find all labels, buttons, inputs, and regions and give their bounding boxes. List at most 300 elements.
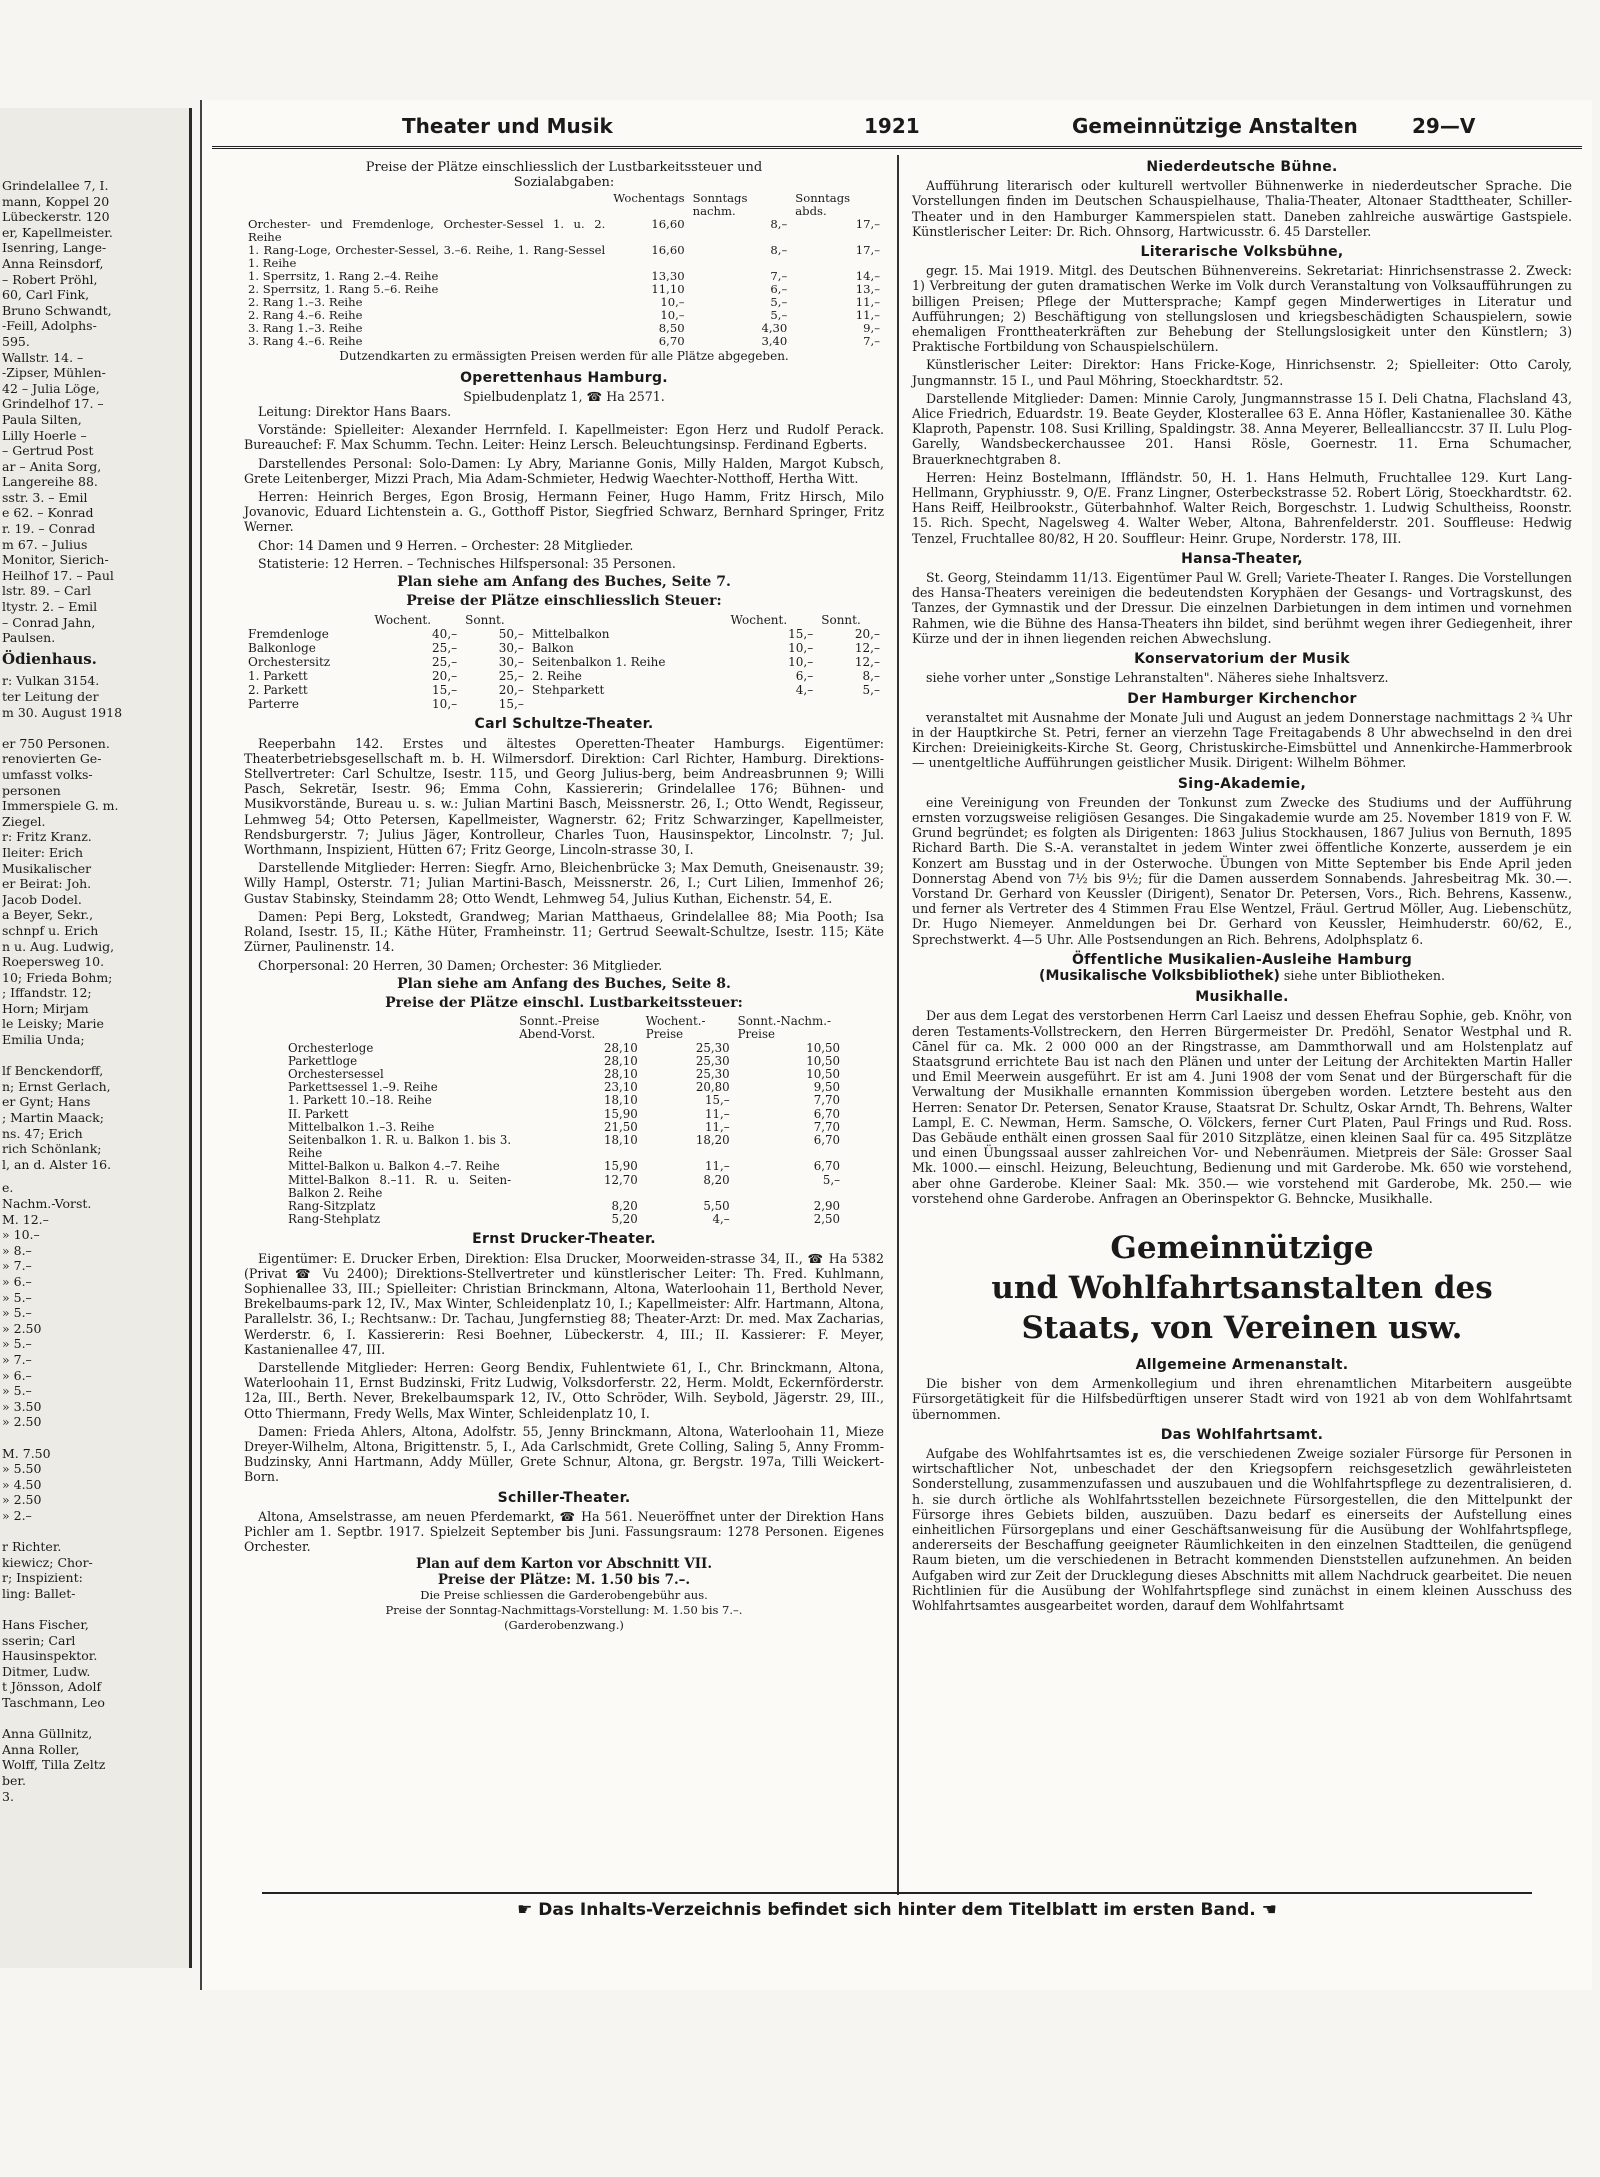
- table-cell: 8,20: [611, 1198, 638, 1213]
- section-title: Hansa-Theater,: [1181, 550, 1303, 567]
- neighbor-line: » 7.–: [2, 1351, 32, 1367]
- neighbor-line: » 5.–: [2, 1305, 32, 1321]
- paragraph: Herren: Heinz Bostelmann, Iffländstr. 50, H. 1. Hans Helmuth, Fruchtallee 129. Kurt Lang-Hellmann, Gryphiusstr. 9, O/E. Franz Lingner, Osterbeckstrasse 52. Robert Lörig, Stoeckhardtstr. 62. Hans Reiff, Heilbrookstr., Güterbahnhof. Walter Reich, Borgeschstr. 1. Ludwig Schultheiss, Roonstr. 15. Rich. Specht, Nagelsweg 4. Walter Weber, Altona, Bahrenfelderstr. 201. Souffleuse: Hedwig Tenzel, Fruchtallee 80/82, H 20. Souffleur: Heinr. Grupe, Norderstr. 178, III.: [912, 469, 1572, 546]
- section-text: siehe vorher unter „Sonstige Lehranstalten". Näheres siehe Inhaltsverz.: [926, 670, 1389, 686]
- plan-reference: Plan siehe am Anfang des Buches, Seite 8.: [397, 975, 731, 992]
- table-cell: Orchesterloge: [288, 1040, 374, 1055]
- table-cell: 15,–: [498, 697, 524, 712]
- neighbor-line: Ditmer, Ludw.: [2, 1663, 91, 1679]
- neighbor-line: n u. Aug. Ludwig,: [2, 938, 115, 954]
- neighbor-line: Hans Fischer,: [2, 1617, 89, 1633]
- neighbor-line: » 6.–: [2, 1273, 32, 1289]
- neighbor-line: » 2.50: [2, 1492, 42, 1508]
- table-cell: 10,50: [806, 1066, 840, 1081]
- table-cell: Orchester- und Fremdenloge, Orchester-Sessel 1. u. 2. Reihe: [248, 217, 606, 245]
- neighbor-line: 3.: [2, 1788, 14, 1804]
- neighbor-line: le Leisky; Marie: [2, 1016, 104, 1032]
- neighbor-line: er Gynt; Hans: [2, 1094, 91, 1110]
- table-cell: 8,–: [770, 217, 788, 232]
- section-title: Das Wohlfahrtsamt.: [1160, 1426, 1324, 1443]
- section-title: Musikhalle.: [1195, 989, 1289, 1006]
- cs-col-header: Sonnt.-Nachm.-Preise: [737, 1014, 831, 1042]
- table-cell: 11,10: [651, 282, 685, 297]
- neighbor-line: m 30. August 1918: [2, 704, 123, 720]
- operetten-price-table: [244, 613, 884, 711]
- table-cell: 3. Rang 1.–3. Reihe: [248, 321, 363, 336]
- neighbor-line: n; Ernst Gerlach,: [2, 1078, 111, 1094]
- table-cell: 2. Rang 4.–6. Reihe: [248, 308, 363, 323]
- table-row: [244, 683, 884, 697]
- table-cell: 6,70: [658, 334, 685, 349]
- musikalien-reference: siehe unter Bibliotheken.: [1283, 967, 1445, 983]
- table-cell: 21,50: [603, 1119, 638, 1134]
- neighbor-line: r; Inspizient:: [2, 1570, 83, 1586]
- table-cell: 8,–: [862, 669, 880, 684]
- table-cell: 10,–: [660, 308, 685, 323]
- table-row: [284, 1160, 844, 1173]
- section-text: Aufgabe des Wohlfahrtsamtes ist es, die verschiedenen Zweige sozialer Fürsorge für Personen in wirtschaftlicher Not, unbeschadet der den Kriegsopfern reichsgesetzlich gewährleisteten Sonderstellung, zusammenzufassen und auszubauen und die Wohlfahrtspflege zu dezentralisieren, d. h. sie durch örtliche als Wohlfahrtsstellen bezeichnete Fürsorgestellen, die den Mittelpunkt der Fürsorge ihres Gebiets bilden, auszuüben. Dazu bedarf es einerseits der Aufstellung eines einheitlichen Fürsorgeplans und einer Geschäftsanweisung für die Ausübung der Wohlfahrtspflege, andererseits der Beschaffung geeigneter Räumlichkeiten in den einzelnen Stadtteilen, die genügend Raum bieten, um die verschiedenen in Betracht kommenden Dienststellen aufzunehmen. An beiden Aufgaben wird zur Zeit der Drucklegung dieses Abschnitts mit allem Nachdruck gearbeitet. Die neuen Richtlinien für die Ausübung der Wohlfahrtspflege sind zunächst in einem kleinen Ausschuss des Wohlfahrtsamtes ausgearbeitet worden, darauf dem Wohlfahrtsamt: [912, 1446, 1572, 1614]
- schiller-note: Preise der Sonntag-Nachmittags-Vorstellung: M. 1.50 bis 7.–.: [385, 1603, 743, 1618]
- neighbor-line: ber.: [2, 1772, 26, 1788]
- table-cell: 28,10: [603, 1053, 638, 1068]
- table-cell: 3. Rang 4.–6. Reihe: [248, 334, 363, 349]
- table-cell: 17,–: [855, 217, 880, 232]
- neighbor-line: Immerspiele G. m.: [2, 798, 119, 814]
- pointing-hand-icon: ☚: [1261, 1900, 1277, 1920]
- table-cell: 11,–: [855, 295, 880, 310]
- neighbor-line: -Zipser, Mühlen-: [2, 365, 106, 381]
- neighbor-line: » 5.–: [2, 1383, 32, 1399]
- paragraph: Reeperbahn 142. Erstes und ältestes Operetten-Theater Hamburgs. Eigentümer: Theaterbetriebsgesellschaft m. b. H. Wilmersdorf. Direktion: Carl Richter, Hamburg. Direktions-Stellvertreter: Carl Schultze, Isestr. 115, und Georg Julius-berg, beim Andreasbrunnen 9; Willi Pasch, Sekretär, Isestr. 96; Emma Cohn, Kassiererin; Grindelallee 176; Bühnen- und Musikvorstände, Bureau u. s. w.: Julian Martini Basch, Meissnerstr. 26, I.; Otto Wendt, Regisseur, Lehmweg 54; Otto Petersen, Kapellmeister, Wagnerstr. 62; Fritz Schwarzinger, Kapellmeister, Rendsburgerstr. 7; Julius Jäger, Kontrolleur, Charles Tuon, Hausinspektor, Lincolnstr. 7; Jul. Worthmann, Inspizient, Hütten 67; Fritz George, Lincoln-strasse 30, I.: [244, 735, 884, 858]
- table-cell: 1. Sperrsitz, 1. Rang 2.–4. Reihe: [248, 269, 439, 284]
- pointing-hand-icon: ☛: [517, 1900, 539, 1920]
- table-cell: 11,–: [704, 1119, 730, 1134]
- table-cell: Parkettsessel 1.–9. Reihe: [288, 1080, 438, 1095]
- table-cell: Seitenbalkon 1. R. u. Balkon 1. bis 3. Reihe: [288, 1132, 512, 1161]
- neighbor-line: er, Kapellmeister.: [2, 224, 113, 240]
- table-cell: 1. Rang-Loge, Orchester-Sessel, 3.–6. Reihe, 1. Rang-Sessel 1. Reihe: [248, 243, 606, 271]
- neighbor-line: [2, 1523, 185, 1539]
- table-cell: 2. Parkett: [248, 683, 308, 698]
- neighbor-line: -Feill, Adolphs-: [2, 318, 97, 334]
- table-cell: 5,20: [611, 1212, 638, 1227]
- section-text: eine Vereinigung von Freunden der Tonkunst zum Zwecke des Studiums und der Aufführung ernsten vorzugsweise religiösen Gesanges. Die Singakademie wurde am 25. November 1819 von F. W. Grund begründet; es folgten als Dirigenten: 1863 Julius Stockhausen, 1867 Julius von Bernuth, 1895 Richard Barth. Die S.-A. veranstaltet in jedem Winter zwei öffentliche Konzerte, ausserdem je ein Konzert am Busstag und in der Osterwoche. Übungen von Mitte September bis Ende April jeden Donnerstag Abend von 7½ bis 9½; für die Damen ausserdem Sonnabends. Jahresbeitrag Mk. 30.—. Vorstand Dr. Gerhard von Keussler (Dirigent), Senator Dr. Petersen, Vors., Rich. Behrens, Kassenw., und ferner als Vertreter des 4 Stimmen Frau Else Wentzel, Fräul. Gertrud Möller, Aug. Liebenschütz, Dr. Hugo Niemeyer. Anmeldungen bei Dr. Gerhard von Keussler, Heimhuderstr. 60/62, E., Sprechstwerkt. 4—5 Uhr. Alle Postsendungen an Rich. Behrens, Adolphsplatz 6.: [912, 794, 1572, 947]
- paragraph: Chor: 14 Damen und 9 Herren. – Orchester: 28 Mitglieder.: [258, 537, 634, 553]
- paragraph: gegr. 15. Mai 1919. Mitgl. des Deutschen Bühnenvereins. Sekretariat: Hinrichsenstrasse 2. Zweck: 1) Verbreitung der guten dramatischen Werke im Volk durch Veranstaltung von Volksaufführungen zu billigen Preisen; Pflege der Muttersprache; Kampf gegen Minderwertiges in Literatur und Aufführungen; 2) Beschäftigung von stellungslosen und kriegsbeschädigten Schauspielern, sowie ehemaligen Fronttheaterkräften zur Behebung der Stellungslosigkeit unter den Künstlern; 3) Praktische Fortbildung von Schauspielschülern.: [912, 263, 1572, 355]
- schiller-note: Die Preise schliessen die Garderobengebühr aus.: [420, 1587, 708, 1602]
- neighbor-line: 10; Frieda Bohm;: [2, 969, 113, 985]
- neighbor-line: » 4.50: [2, 1476, 42, 1492]
- table-cell: [817, 697, 884, 711]
- chapter-title-line: und Wohlfahrtsanstalten des: [991, 1270, 1493, 1306]
- table-cell: 8,50: [658, 321, 685, 336]
- table-cell: Orchestersitz: [248, 655, 331, 670]
- section-address: Spielbudenplatz 1, ☎ Ha 2571.: [463, 388, 665, 404]
- table-cell: 1. Parkett 10.–18. Reihe: [288, 1093, 432, 1108]
- neighbor-line: – Robert Pröhl,: [2, 271, 98, 287]
- musikalien-subtitle: (Musikalische Volksbibliothek): [1039, 967, 1280, 984]
- paragraph: Herren: Heinrich Berges, Egon Brosig, Hermann Feiner, Hugo Hamm, Fritz Hirsch, Milo Jovanovic, Eduard Lichtenstein a. G., Gotthoff Pistor, Siegfried Schwarz, Bernhard Springer, Fritz Werner.: [244, 489, 884, 535]
- neighbor-line: Lilly Hoerle –: [2, 427, 87, 443]
- table-cell: 10,–: [660, 295, 685, 310]
- neighbor-line: r. 19. – Conrad: [2, 521, 96, 537]
- table-cell: 50,–: [498, 627, 524, 642]
- neighbor-line: » 6.–: [2, 1367, 32, 1383]
- neighbor-line: » 7.–: [2, 1258, 32, 1274]
- neighbor-page-strip: [0, 108, 192, 1968]
- section-title: Konservatorium der Musik: [1134, 651, 1350, 668]
- op-col-header: Wochent.: [374, 613, 432, 628]
- neighbor-line: r: Fritz Kranz.: [2, 829, 92, 845]
- neighbor-line: ns. 47; Erich: [2, 1125, 83, 1141]
- table-cell: Mittel-Balkon u. Balkon 4.–7. Reihe: [288, 1159, 500, 1174]
- table-cell: 25,–: [432, 641, 458, 656]
- table-cell: 5,50: [703, 1198, 730, 1213]
- table-cell: 8,–: [770, 243, 788, 258]
- table-cell: 12,–: [854, 641, 880, 656]
- paragraph: Darstellende Mitglieder: Damen: Minnie Caroly, Jungmannstrasse 15 I. Deli Chatna, Flachsland 43, Alice Friedrich, Eduardstr. 19. Beate Geyder, Klosterallee 63 E. Anna Höfler, Kastanienallee 30. Käthe Klaproth, Papenstr. 108. Susi Krilling, Spaldingstr. 38. Anna Meyerer, Belleallianccstr. 37 II. Lulu Plog-Garelly, Wandsbeckerchaussee 201. Hansi Rösle, Goernestr. 11. Erna Schumacher, Brauerknechtgraben 8.: [912, 390, 1572, 467]
- neighbor-line: lf Benckendorff,: [2, 1063, 104, 1079]
- paragraph: Eigentümer: E. Drucker Erben, Direktion: Elsa Drucker, Moorweiden-strasse 34, II., ☎ Ha 5382 (Privat ☎ Vu 2400); Direktions-Stellvertreter und künstlerischer Leiter: Th. Fred. Kuhlmann, Sophienallee 33, III.; Spielleiter: Christian Brinckmann, Altona, Waterloohain 11, Berthold Never, Brekelbaums-park 12, IV., Max Winter, Schleidenplatz 10, I.; Kapellmeister: Alfr. Hartmann, Altona, Parallelstr. 36, I.; Rechtsanw.: Dr. Tachau, Jungfernstieg 88; Theater-Arzt: Dr. med. Max Zacharias, Werderstr. 6, I. Kassiererin: Resi Boehner, Lübeckerstr. 4, III.; II. Kassierer: F. Meyer, Kastanienallee 47, III.: [244, 1250, 884, 1357]
- neighbor-line: 42 – Julia Löge,: [2, 380, 100, 396]
- table-cell: 15,90: [603, 1159, 638, 1174]
- section-title: Operettenhaus Hamburg.: [460, 369, 668, 386]
- cs-col-header: Wochent.-Preise: [645, 1014, 706, 1042]
- footer-text: Das Inhalts-Verzeichnis befindet sich hinter dem Titelblatt im ersten Band.: [538, 1900, 1256, 1920]
- table-cell: 25,30: [695, 1066, 730, 1081]
- table-cell: 6,70: [813, 1106, 840, 1121]
- neighbor-line: M. 12.–: [2, 1211, 49, 1227]
- neighbor-line: – Conrad Jahn,: [2, 614, 96, 630]
- header-left: Theater und Musik: [402, 114, 613, 138]
- header-page-number: 29—V: [1412, 114, 1476, 138]
- neighbor-line: 60, Carl Fink,: [2, 287, 90, 303]
- table-cell: 25,–: [432, 655, 458, 670]
- document-page: [200, 100, 1592, 1990]
- table-cell: Balkon: [531, 641, 574, 656]
- table-cell: 7,70: [813, 1093, 840, 1108]
- neighbor-heading: Ödienhaus.: [2, 649, 97, 668]
- neighbor-line: » 10.–: [2, 1227, 40, 1243]
- neighbor-line: lstr. 89. – Carl: [2, 583, 92, 599]
- neighbor-line: l, an d. Alster 16.: [2, 1156, 112, 1172]
- table-cell: 25,–: [498, 669, 524, 684]
- neighbor-line: Taschmann, Leo: [2, 1695, 105, 1710]
- neighbor-line: Ileiter: Erich: [2, 844, 84, 860]
- neighbor-line: t Jönsson, Adolf: [2, 1679, 102, 1695]
- section-title: Carl Schultze-Theater.: [474, 716, 654, 733]
- table-cell: Parterre: [248, 697, 299, 712]
- table-row: [244, 641, 884, 655]
- schultze-text: [244, 736, 884, 973]
- neighbor-line: Roepersweg 10.: [2, 954, 105, 970]
- neighbor-line: [2, 1048, 185, 1064]
- price-heading: Preise der Plätze einschliesslich der Lustbarkeitssteuer und Sozialabgaben:: [365, 160, 763, 191]
- table-cell: 25,30: [695, 1040, 730, 1055]
- price-note: Dutzendkarten zu ermässigten Preisen werden für alle Plätze abgegeben.: [339, 349, 789, 364]
- neighbor-line: ; Martin Maack;: [2, 1110, 104, 1126]
- section-text: Aufführung literarisch oder kulturell wertvoller Bühnenwerke in niederdeutscher Sprache. Die Vorstellungen finden im Deutschen Schauspielhause, Thalia-Theater, Altonaer Stadttheater, Schiller-Theater und in den Hamburger Kammerspielen statt. Daneben zahlreiche auswärtige Gastspiele. Künstlerischer Leiter: Dr. Rich. Ohnsorg, Hartwicusstr. 6. 45 Darsteller.: [912, 178, 1572, 239]
- section-title: Öffentliche Musikalien-Ausleihe Hamburg: [1071, 951, 1413, 968]
- neighbor-line: schnpf u. Erich: [2, 922, 99, 938]
- table-cell: [727, 697, 818, 711]
- neighbor-line: » 8.–: [2, 1242, 32, 1258]
- paragraph: Damen: Frieda Ahlers, Altona, Adolfstr. 55, Jenny Brinckmann, Altona, Waterloohain 11, Mieze Dreyer-Wilhelm, Altona, Brigittenstr. 5, I., Ada Carlschmidt, Grete Colling, Saling 5, Anny Fromm-Budzinsky, Anni Hartmann, Addy Müller, Grete Schnur, Altona, gr. Bergstr. 197a, Tilli Weickert-Born.: [244, 1423, 884, 1485]
- neighbor-line: [2, 720, 185, 736]
- table-cell: 13,–: [855, 282, 880, 297]
- paragraph: Damen: Pepi Berg, Lokstedt, Grandweg; Marian Matthaeus, Grindelallee 88; Mia Pooth; Isa Roland, Isestr. 15, II.; Käthe Hüter, Framheinstr. 11; Gertrud Seewalt-Schultze, Isestr. 115; Käte Zürner, Paulinenstr. 14.: [244, 908, 884, 955]
- price-col-header: Sonntags nachm.: [692, 191, 748, 219]
- neighbor-text-block-1: [2, 178, 185, 646]
- paragraph: Darstellendes Personal: Solo-Damen: Ly Abry, Marianne Gonis, Milly Halden, Margot Kubsch, Grete Leitenberger, Mizzi Prach, Mia Adam-Schmieter, Hedwig Waechter-Notthoff, Hertha Witt.: [244, 455, 884, 486]
- table-cell: 2. Rang 1.–3. Reihe: [248, 295, 363, 310]
- price-col-header: Sonntags abds.: [795, 191, 851, 219]
- chapter-title-line: Gemeinnützige: [1110, 1230, 1374, 1266]
- section-title: Literarische Volksbühne,: [1140, 244, 1344, 261]
- table-cell: 5,–: [770, 295, 788, 310]
- table-cell: 6,–: [795, 669, 814, 684]
- price-col-header: Wochentags: [613, 191, 685, 206]
- table-cell: 20,–: [854, 627, 880, 642]
- table-cell: 18,10: [603, 1093, 638, 1108]
- neighbor-line: Musikalischer: [2, 860, 92, 876]
- table-cell: 11,–: [704, 1106, 730, 1121]
- section-text: Der aus dem Legat des verstorbenen Herrn Carl Laeisz und dessen Ehefrau Sophie, geb. Knöhr, von deren Testaments-Vollstreckern, den Herren Bürgermeister Dr. Predöhl, Senator Westphal und R. Cānel für ca. Mk. 2 000 000 an der Ringstrasse, am Dammthorwall und am Holstenplatz auf Staatsgrund errichtete Bau ist nach den Plänen und unter der Leitung der Architekten Martin Haller und Emil Meerwein ausgeführt. Er ist am 4. Juni 1908 der vom Senat und der Bürgerschaft für die Verwaltung der Musikhalle ernannten Kommission übergeben worden. Letztere besteht aus den Herren: Senator Dr. Petersen, Senator Krause, Staatsrat Dr. Schultz, Oskar Arndt, Th. Behrens, Walter Lampl, E. C. Newman, Herm. Samsche, O. Völckers, ferner Curt Platen, Paul Frings und Rud. Ross. Das Gebäude enthält einen grossen Saal für 2010 Sitzplätze, einen kleinen Saal für ca. 495 Sitzplätze und einen Übungssaal ausser zahlreichen Vor- und Nebenräumen. Mietpreis der Säle: Grosser Saal Mk. 1000.— einschl. Heizung, Beleuchtung, Bedienung und mit Garderobe. Mk. 650 wie vorstehend, aber ohne Garderobe. Kleiner Saal: Mk. 350.— wie vorstehend mit Garderobe, Mk. 250.— wie vorstehend ohne Garderobe. Anfragen an Oberinspektor G. Behncke, Musikhalle.: [912, 1008, 1572, 1206]
- table-cell: 28,10: [603, 1066, 638, 1081]
- neighbor-line: er Beirat: Joh.: [2, 876, 92, 892]
- chapter-title: [912, 1228, 1572, 1348]
- table-cell: 15,–: [704, 1093, 730, 1108]
- header-right: Gemeinnützige Anstalten: [1072, 114, 1358, 138]
- table-cell: Mittelbalkon: [531, 627, 610, 642]
- table-cell: [528, 697, 727, 711]
- table-cell: 30,–: [498, 655, 524, 670]
- neighbor-line: er 750 Personen.: [2, 735, 110, 751]
- op-col-header: Sonnt.: [465, 613, 505, 628]
- table-cell: 2,90: [813, 1198, 840, 1213]
- neighbor-line: Langereihe 88.: [2, 474, 98, 490]
- schultze-price-table: [284, 1015, 844, 1226]
- table-cell: Fremdenloge: [248, 627, 329, 642]
- neighbor-line: r Richter.: [2, 1539, 62, 1555]
- neighbor-line: » 3.50: [2, 1398, 42, 1414]
- plan-reference: Plan auf dem Karton vor Abschnitt VII.: [415, 1556, 713, 1573]
- paragraph: Statisterie: 12 Herren. – Technisches Hilfspersonal: 35 Personen.: [258, 555, 676, 571]
- table-row: [244, 697, 884, 711]
- paragraph: Altona, Amselstrasse, am neuen Pferdemarkt, ☎ Ha 561. Neueröffnet unter der Direktion Hans Pichler am 1. Septbr. 1917. Spielzeit September bis Juni. Fassungsraum: 1278 Personen. Eigenes Orchester.: [244, 1508, 884, 1555]
- neighbor-line: Wolff, Tilla Zeltz: [2, 1757, 106, 1773]
- neighbor-line: rich Schönlank;: [2, 1141, 102, 1157]
- schiller-text: [244, 1509, 884, 1555]
- neighbor-line: ter Leitung der: [2, 689, 99, 704]
- table-cell: 10,50: [806, 1040, 840, 1055]
- neighbor-line: Paulsen.: [2, 630, 56, 646]
- table-cell: 10,50: [806, 1053, 840, 1068]
- paragraph: Künstlerischer Leiter: Direktor: Hans Fricke-Koge, Hinrichsenstr. 2; Spielleiter: Otto Caroly, Jungmannstr. 15 I., und Paul Möhring, Stoeckhardtstr. 52.: [912, 357, 1572, 388]
- table-cell: 15,–: [432, 683, 458, 698]
- neighbor-line: Ziegel.: [2, 813, 46, 829]
- neighbor-line: Heilhof 17. – Paul: [2, 567, 114, 583]
- neighbor-line: Anna Güllnitz,: [2, 1726, 93, 1742]
- table-cell: 9,50: [813, 1080, 840, 1095]
- table-cell: 5,–: [770, 308, 788, 323]
- neighbor-text-block-3: [2, 1180, 185, 1804]
- paragraph: Leitung: Direktor Hans Baars.: [258, 404, 452, 420]
- table-cell: 2,50: [813, 1212, 840, 1227]
- neighbor-line: Paula Silten,: [2, 411, 82, 427]
- table-cell: 16,60: [651, 217, 685, 232]
- neighbor-line: ar – Anita Sorg,: [2, 458, 102, 474]
- neighbor-line: Lübeckerstr. 120: [2, 209, 110, 225]
- table-cell: 7,70: [813, 1119, 840, 1134]
- paragraph: Chorpersonal: 20 Herren, 30 Damen; Orchester: 36 Mitglieder.: [258, 957, 663, 973]
- table-cell: 20,–: [432, 669, 458, 684]
- neighbor-line: personen: [2, 782, 61, 798]
- section-text: Die bisher von dem Armenkollegium und ihren ehrenamtlichen Mitarbeitern ausgeübte Fürsorgetätigkeit für die Hilfsbedürftigen unserer Stadt wird von 1921 ab von dem Wohlfahrtsamt übernommen.: [912, 1376, 1572, 1422]
- table-cell: 11,–: [704, 1159, 730, 1174]
- table-cell: 4,–: [712, 1212, 730, 1227]
- table-row: [244, 218, 884, 244]
- table-cell: 11,–: [855, 308, 880, 323]
- table-cell: Rang-Stehplatz: [288, 1212, 381, 1227]
- table-cell: 5,–: [862, 683, 880, 698]
- neighbor-line: sserin; Carl: [2, 1632, 76, 1648]
- neighbor-line: ; Iffandstr. 12;: [2, 985, 92, 1001]
- footer-notice: [262, 1892, 1532, 1934]
- table-row: [284, 1094, 844, 1107]
- neighbor-line: umfasst volks-: [2, 766, 93, 782]
- neighbor-line: – Gertrud Post: [2, 443, 94, 459]
- table-cell: 5,–: [822, 1172, 840, 1187]
- neighbor-line: [2, 1430, 185, 1446]
- table-cell: Balkonloge: [248, 641, 316, 656]
- neighbor-line: Anna Reinsdorf,: [2, 255, 104, 271]
- plan-reference: Plan siehe am Anfang des Buches, Seite 7.: [397, 574, 731, 591]
- drucker-text: [244, 1251, 884, 1485]
- neighbor-line: [2, 1711, 185, 1727]
- operetten-text: [244, 404, 884, 571]
- table-cell: 4,30: [761, 321, 788, 336]
- table-cell: 16,60: [651, 243, 685, 258]
- table-cell: 6,–: [770, 282, 788, 297]
- table-cell: 20,80: [695, 1080, 730, 1095]
- op-col-header: Sonnt.: [821, 613, 861, 628]
- neighbor-line: ltystr. 2. – Emil: [2, 599, 98, 615]
- table-cell: 20,–: [498, 683, 524, 698]
- op-col-header: Wochent.: [730, 613, 788, 628]
- neighbor-line: Wallstr. 14. –: [2, 349, 84, 365]
- neighbor-line: » 5.–: [2, 1336, 32, 1352]
- table-row: [284, 1213, 844, 1226]
- section-text: veranstaltet mit Ausnahme der Monate Juli und August an jedem Donnerstage nachmittags 2 ¾ Uhr in der Hauptkirche St. Petri, ferner an vierzehn Tage Freitagabends 8 Uhr abwechselnd in den drei Kirchen: Dreieinigkeits-Kirche St. Georg, Christuskirche-Eimsbüttel und Annenkirche-Hammerbrook — unentgeltliche Aufführungen geistlicher Musik. Dirigent: Wilhelm Böhmer.: [912, 709, 1572, 771]
- neighbor-line: m 67. – Julius: [2, 536, 88, 552]
- table-row: [244, 335, 884, 348]
- table-cell: 15,90: [603, 1106, 638, 1121]
- schiller-note: (Garderobenzwang.): [504, 1618, 624, 1633]
- neighbor-line: Monitor, Sierich-: [2, 552, 109, 568]
- neighbor-line: [2, 1601, 185, 1617]
- neighbor-line: » 2.50: [2, 1320, 42, 1336]
- table-cell: 7,–: [863, 334, 880, 349]
- table-cell: Mittel-Balkon 8.–11. R. u. Seiten-Balkon 2. Reihe: [288, 1172, 512, 1200]
- neighbor-line: 595.: [2, 333, 30, 349]
- neighbor-line: mann, Koppel 20: [2, 193, 110, 209]
- table-cell: 6,70: [813, 1159, 840, 1174]
- left-column: [244, 160, 884, 1633]
- neighbor-line: » 2.50: [2, 1414, 42, 1430]
- table-cell: 13,30: [651, 269, 685, 284]
- table-cell: 2. Sperrsitz, 1. Rang 5.–6. Reihe: [248, 282, 439, 297]
- table-cell: 40,–: [432, 627, 458, 642]
- neighbor-line: Horn; Mirjam: [2, 1000, 89, 1016]
- table-cell: Orchestersessel: [288, 1066, 384, 1081]
- section-title: Ernst Drucker-Theater.: [472, 1231, 656, 1248]
- table-cell: 12,70: [603, 1172, 638, 1187]
- neighbor-line: e.: [2, 1180, 14, 1196]
- neighbor-line: Bruno Schwandt,: [2, 302, 112, 318]
- table-row: [244, 627, 884, 641]
- table-row: [284, 1121, 844, 1134]
- paragraph: Darstellende Mitglieder: Herren: Siegfr. Arno, Bleichenbrücke 3; Max Demuth, Gneisenaustr. 39; Willy Hampl, Osterstr. 71; Julian Martini-Basch, Meissnerstr. 26, I.; Curt Lilien, Immenhof 26; Gustav Stabinsky, Steindamm 28; Otto Wendt, Lehmweg 54, Julius Kuthan, Eichenstr. 54, E.: [244, 860, 884, 906]
- neighbor-line: » 5.50: [2, 1461, 42, 1477]
- table-cell: 17,–: [855, 243, 880, 258]
- price-subheading: Preise der Plätze einschliesslich Steuer:: [406, 593, 722, 610]
- section-title: Der Hamburger Kirchenchor: [1127, 690, 1357, 707]
- paragraph: Darstellende Mitglieder: Herren: Georg Bendix, Fuhlentwiete 61, I., Chr. Brinckmann, Altona, Waterloohain 11, Ernst Budzinski, Fritz Ludwig, Volksdorferstr. 22, Herm. Moldt, Eckernförderstr. 12a, III., Berth. Never, Brekelbaumspark 12, IV., Otto Schröder, Wilh. Seybold, Jägerstr. 29, III., Otto Thiermann, Fredy Wells, Max Winter, Schleidenplatz 10, I.: [244, 1359, 884, 1421]
- table-cell: 25,30: [695, 1053, 730, 1068]
- table-cell: II. Parkett: [288, 1106, 349, 1121]
- table-cell: 6,70: [813, 1132, 840, 1147]
- neighbor-line: » 5.–: [2, 1289, 32, 1305]
- neighbor-line: » 2.–: [2, 1507, 32, 1523]
- table-row: [284, 1108, 844, 1121]
- neighbor-line: Isenring, Lange-: [2, 240, 107, 256]
- table-cell: 8,20: [703, 1172, 730, 1187]
- neighbor-line: ling: Ballet-: [2, 1585, 76, 1601]
- neighbor-line: sstr. 3. – Emil: [2, 489, 88, 505]
- right-column: [912, 160, 1572, 1616]
- neighbor-line: kiewicz; Chor-: [2, 1554, 93, 1570]
- theater-price-table: [244, 192, 884, 348]
- neighbor-line: Hausinspektor.: [2, 1648, 98, 1664]
- table-row: [284, 1174, 844, 1200]
- section-text: St. Georg, Steindamm 11/13. Eigentümer Paul W. Grell; Variete-Theater I. Ranges. Die Vorstellungen des Hansa-Theaters vereinigen die bedeutendsten Koryphäen der Gesangs- und Vortragskunst, des Tanzes, der Gymnastik und der Dressur. Die einzelnen Darbietungen in dem intimen und vornehmen Rahmen, wie die Bühne des Hansa-Theaters ihn bildet, sind berühmt wegen ihrer Gediegenheit, ihrer Kürze und der in ihnen liegenden reichen Abwechslung.: [912, 570, 1572, 646]
- neighbor-line: M. 7.50: [2, 1445, 51, 1461]
- chapter-title-line: Staats, von Vereinen usw.: [1021, 1310, 1463, 1346]
- paragraph: Vorstände: Spielleiter: Alexander Herrnfeld. I. Kapellmeister: Egon Herz und Rudolf Perack. Bureauchef: F. Max Schumm. Techn. Leiter: Heinz Lersch. Beleuchtungsinsp. Ferdinand Egberts.: [244, 422, 884, 453]
- table-cell: Mittelbalkon 1.–3. Reihe: [288, 1119, 435, 1134]
- table-row: [284, 1055, 844, 1068]
- column-divider: [897, 155, 899, 1895]
- table-cell: 30,–: [498, 641, 524, 656]
- neighbor-line: e 62. – Konrad: [2, 505, 94, 521]
- header-year: 1921: [864, 114, 920, 138]
- table-cell: 14,–: [855, 269, 880, 284]
- table-cell: 18,10: [603, 1132, 638, 1147]
- schiller-prices: Preise der Plätze: M. 1.50 bis 7.–.: [437, 1571, 691, 1588]
- table-cell: Stehparkett: [531, 683, 605, 698]
- neighbor-line: Grindelallee 7, I.: [2, 178, 109, 193]
- section-title: Schiller-Theater.: [497, 1489, 631, 1506]
- neighbor-line: Emilia Unda;: [2, 1032, 85, 1048]
- neighbor-line: renovierten Ge-: [2, 751, 102, 767]
- section-title: Allgemeine Armenanstalt.: [1135, 1357, 1349, 1373]
- table-cell: 12,–: [854, 655, 880, 670]
- price-subheading: Preise der Plätze einschl. Lustbarkeitssteuer:: [385, 994, 743, 1011]
- table-cell: Rang-Sitzplatz: [288, 1198, 376, 1213]
- neighbor-text-block-2: [2, 673, 185, 1172]
- cs-col-header: Sonnt.-Preise Abend-Vorst.: [519, 1014, 600, 1042]
